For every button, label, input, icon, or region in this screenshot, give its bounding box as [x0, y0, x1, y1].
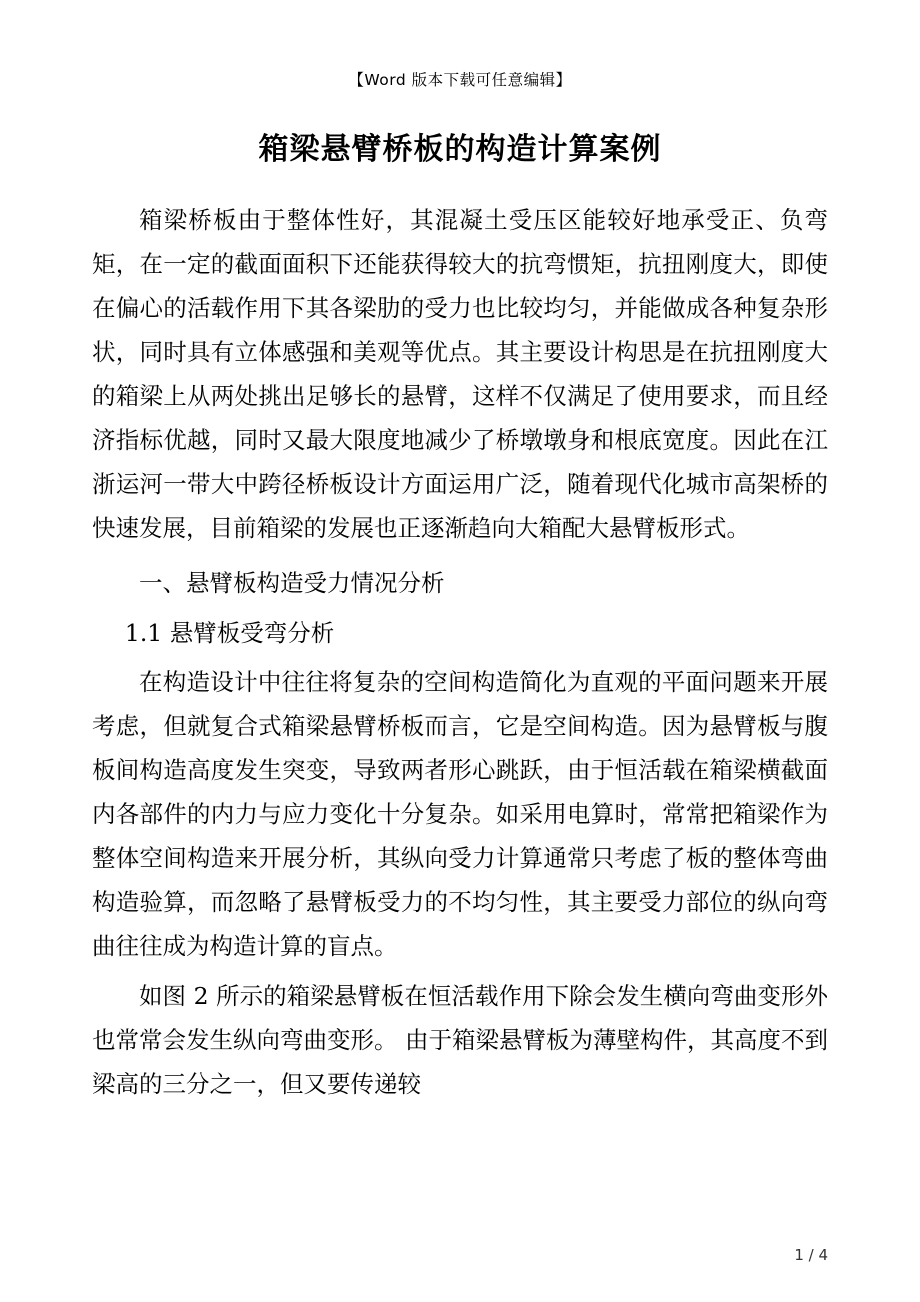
page-title: 箱梁悬臂桥板的构造计算案例	[258, 132, 662, 167]
page-number: 1 / 4	[794, 1246, 828, 1264]
paragraph-figure-ref: 如图 2 所示的箱梁悬臂板在恒活载作用下除会发生横向弯曲变形外也常常会发生纵向弯曲变形。 由于箱梁悬臂板为薄壁构件，其高度不到梁高的三分之一，但又要传递较	[92, 982, 828, 1098]
section-heading-1-1: 1.1 悬臂板受弯分析	[124, 619, 335, 647]
paragraph-intro: 箱梁桥板由于整体性好，其混凝土受压区能较好地承受正、负弯矩，在一定的截面面积下还能获得较大的抗弯惯矩，抗扭刚度大，即使在偏心的活载作用下其各梁肋的受力也比较均匀，并能做成各种复杂形状，同时具有立体感强和美观等优点。其主要设计构思是在抗扭刚度大的箱梁上从两处挑出足够长的悬臂，这样不仅满足了使用要求，而且经济指标优越，同时又最大限度地减少了桥墩墩身和根底宽度。因此在江浙运河一带大中跨径桥板设计方面运用广泛，随着现代化城市高架桥的快速发展，目前箱梁的发展也正逐渐趋向大箱配大悬臂板形式。	[92, 206, 828, 542]
header-note: 【Word 版本下载可任意编辑】	[348, 71, 572, 89]
paragraph-analysis: 在构造设计中往往将复杂的空间构造简化为直观的平面问题来开展考虑，但就复合式箱梁悬臂桥板而言，它是空间构造。因为悬臂板与腹板间构造高度发生突变，导致两者形心跳跃，由于恒活载在箱梁横截面内各部件的内力与应力变化十分复杂。如采用电算时，常常把箱梁作为整体空间构造来开展分析，其纵向受力计算通常只考虑了板的整体弯曲构造验算，而忽略了悬臂板受力的不均匀性，其主要受力部位的纵向弯曲往往成为构造计算的盲点。	[92, 668, 828, 960]
section-heading-1: 一、悬臂板构造受力情况分析	[139, 569, 445, 597]
